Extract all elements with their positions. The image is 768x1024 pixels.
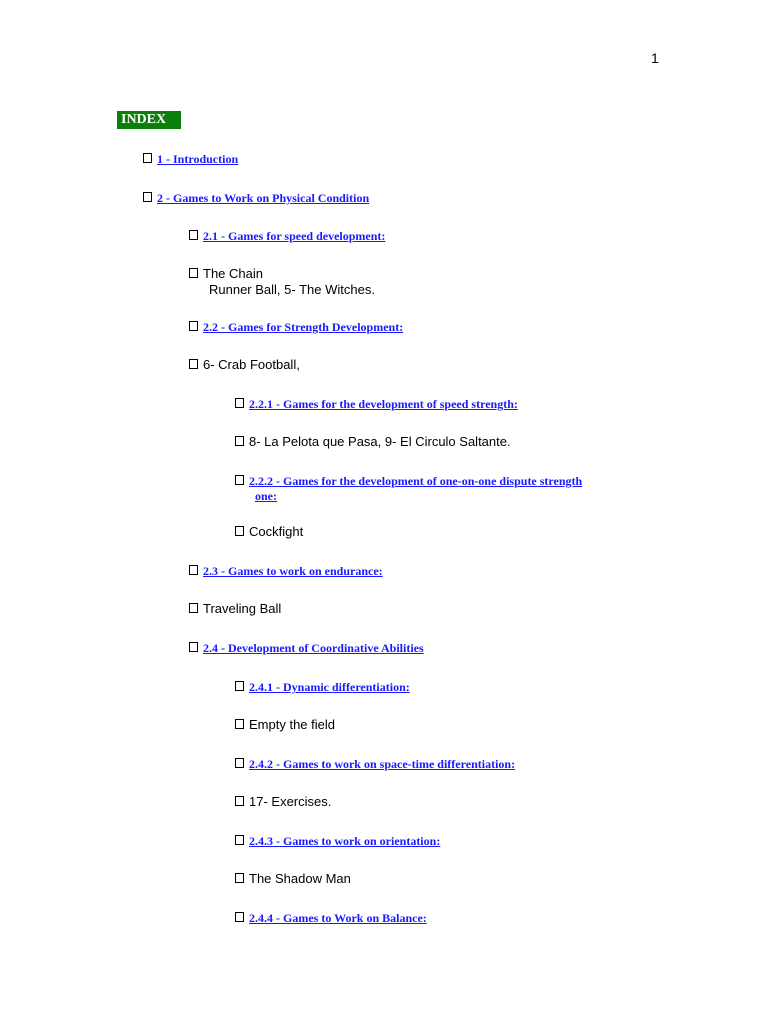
toc-text: 17- Exercises. bbox=[249, 794, 332, 809]
toc-link[interactable]: 2.2 - Games for Strength Development: bbox=[203, 320, 404, 334]
checkbox-icon bbox=[189, 603, 198, 613]
toc-entry-one-on-one-dispute[interactable] bbox=[235, 472, 640, 490]
toc-entry-balance[interactable] bbox=[235, 909, 487, 927]
toc-text: The Chain bbox=[203, 266, 263, 281]
checkbox-icon bbox=[235, 719, 244, 729]
toc-entry-speed-strength[interactable] bbox=[235, 395, 572, 413]
checkbox-icon bbox=[189, 642, 198, 652]
checkbox-icon bbox=[235, 436, 244, 446]
toc-text-continuation: Runner Ball, 5- The Witches. bbox=[209, 282, 375, 297]
checkbox-icon bbox=[189, 565, 198, 575]
checkbox-icon bbox=[235, 398, 244, 408]
toc-entry-physical-condition[interactable] bbox=[143, 189, 421, 207]
toc-entry-orientation[interactable] bbox=[235, 832, 496, 850]
toc-link[interactable]: 2.1 - Games for speed development: bbox=[203, 229, 386, 243]
checkbox-icon bbox=[189, 230, 198, 240]
toc-entry-speed-development[interactable] bbox=[189, 227, 475, 245]
toc-entry-coordinative-abilities[interactable] bbox=[189, 639, 494, 657]
toc-entry-introduction[interactable] bbox=[143, 150, 252, 168]
toc-link[interactable]: 1 - Introduction bbox=[157, 152, 239, 166]
checkbox-icon bbox=[143, 153, 152, 163]
checkbox-icon bbox=[189, 268, 198, 278]
checkbox-icon bbox=[235, 912, 244, 922]
toc-link[interactable]: 2.4.4 - Games to Work on Balance: bbox=[249, 911, 427, 925]
toc-entry-pelota-que-pasa bbox=[235, 433, 511, 451]
toc-link[interactable]: 2.2.1 - Games for the development of speed strength: bbox=[249, 397, 518, 411]
toc-entry-dynamic-differentiation[interactable] bbox=[235, 678, 432, 696]
toc-link[interactable]: 2.4 - Development of Coordinative Abilities bbox=[203, 641, 424, 655]
checkbox-icon bbox=[189, 359, 198, 369]
toc-link-continuation[interactable]: one: bbox=[255, 489, 277, 503]
toc-entry-exercises bbox=[235, 793, 331, 811]
toc-entry-strength-development[interactable] bbox=[189, 318, 455, 336]
page-number: 1 bbox=[651, 50, 659, 66]
toc-entry-cockfight bbox=[235, 523, 303, 541]
toc-entry-crab-football bbox=[189, 356, 300, 374]
toc-entry-space-time[interactable] bbox=[235, 755, 617, 773]
checkbox-icon bbox=[143, 192, 152, 202]
toc-text: Cockfight bbox=[249, 524, 304, 539]
toc-entry-shadow-man bbox=[235, 870, 351, 888]
index-heading: INDEX bbox=[117, 111, 181, 129]
checkbox-icon bbox=[235, 681, 244, 691]
toc-link[interactable]: 2.2.2 - Games for the development of one-on-one dispute strength bbox=[249, 474, 583, 488]
toc-link[interactable]: 2.4.2 - Games to work on space-time differentiation: bbox=[249, 757, 516, 771]
toc-text: 8- La Pelota que Pasa, 9- El Circulo Saltante. bbox=[249, 434, 511, 449]
checkbox-icon bbox=[235, 873, 244, 883]
toc-text: The Shadow Man bbox=[249, 871, 351, 886]
toc-text: 6- Crab Football, bbox=[203, 357, 300, 372]
toc-link[interactable]: 2 - Games to Work on Physical Condition bbox=[157, 191, 370, 205]
toc-link[interactable]: 2.4.1 - Dynamic differentiation: bbox=[249, 680, 410, 694]
toc-entry-traveling-ball bbox=[189, 600, 281, 618]
checkbox-icon bbox=[235, 835, 244, 845]
toc-text: Traveling Ball bbox=[203, 601, 282, 616]
checkbox-icon bbox=[235, 526, 244, 536]
checkbox-icon bbox=[235, 758, 244, 768]
toc-link[interactable]: 2.4.3 - Games to work on orientation: bbox=[249, 834, 441, 848]
toc-entry-empty-the-field bbox=[235, 716, 335, 734]
toc-entry-the-chain bbox=[189, 265, 263, 283]
toc-text: Empty the field bbox=[249, 717, 335, 732]
checkbox-icon bbox=[235, 475, 244, 485]
checkbox-icon bbox=[235, 796, 244, 806]
toc-link[interactable]: 2.3 - Games to work on endurance: bbox=[203, 564, 383, 578]
checkbox-icon bbox=[189, 321, 198, 331]
toc-entry-endurance[interactable] bbox=[189, 562, 437, 580]
